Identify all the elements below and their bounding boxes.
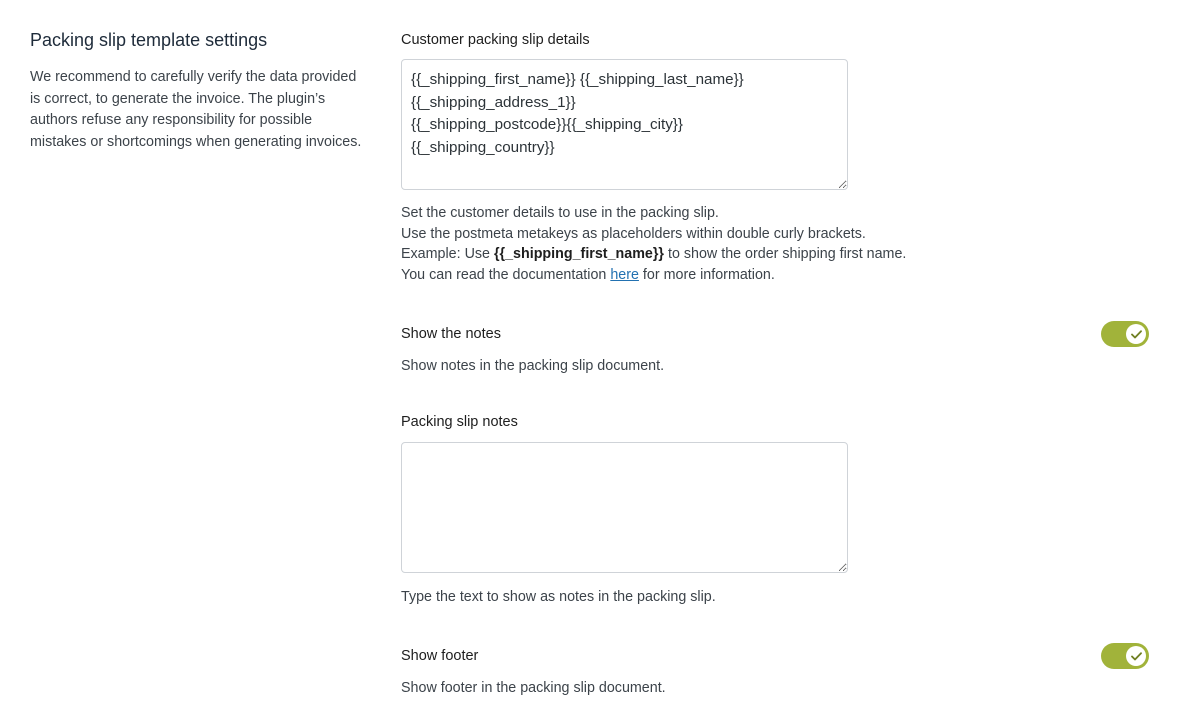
help-example-prefix: Example: Use [401,246,494,262]
packing-slip-notes-help: Type the text to show as notes in the packing slip. [401,589,716,605]
toggle-knob [1126,324,1146,344]
customer-details-help [401,203,1001,285]
customer-details-help-line3 [401,244,1001,265]
documentation-link[interactable]: here [610,266,639,283]
section-intro [30,28,370,153]
show-footer-description: Show footer in the packing slip document. [401,680,666,696]
help-doc-suffix: for more information. [638,266,775,283]
help-doc-prefix: You can read the documentation [401,266,611,283]
customer-details-label: Customer packing slip details [401,32,590,48]
packing-slip-notes-textarea[interactable] [401,442,848,573]
customer-details-help-line1: Set the customer details to use in the packing slip. [401,205,719,221]
help-example-code: {{_shipping_first_name}} [493,246,664,262]
show-footer-label: Show footer [401,648,479,664]
help-example-suffix: to show the order shipping first name. [664,246,907,262]
customer-details-field [401,30,590,50]
customer-details-help-line2: Use the postmeta metakeys as placeholders within double curly brackets. [401,225,866,242]
packing-slip-notes-label: Packing slip notes [401,414,518,430]
check-icon [1131,330,1142,339]
show-notes-description: Show notes in the packing slip document. [401,358,665,374]
section-description: We recommend to carefully verify the data provided is correct, to generate the invoice. The plugin’s authors refuse any responsibility for possible mistakes or shortcomings when generating invoices. [30,69,362,150]
section-title: Packing slip template settings [30,30,268,50]
check-icon [1131,652,1142,661]
customer-details-help-line4 [401,265,1001,286]
customer-details-textarea[interactable] [401,59,848,190]
toggle-knob [1126,646,1146,666]
show-notes-toggle[interactable] [1101,321,1149,347]
show-notes-label: Show the notes [401,326,501,342]
show-footer-toggle[interactable] [1101,643,1149,669]
